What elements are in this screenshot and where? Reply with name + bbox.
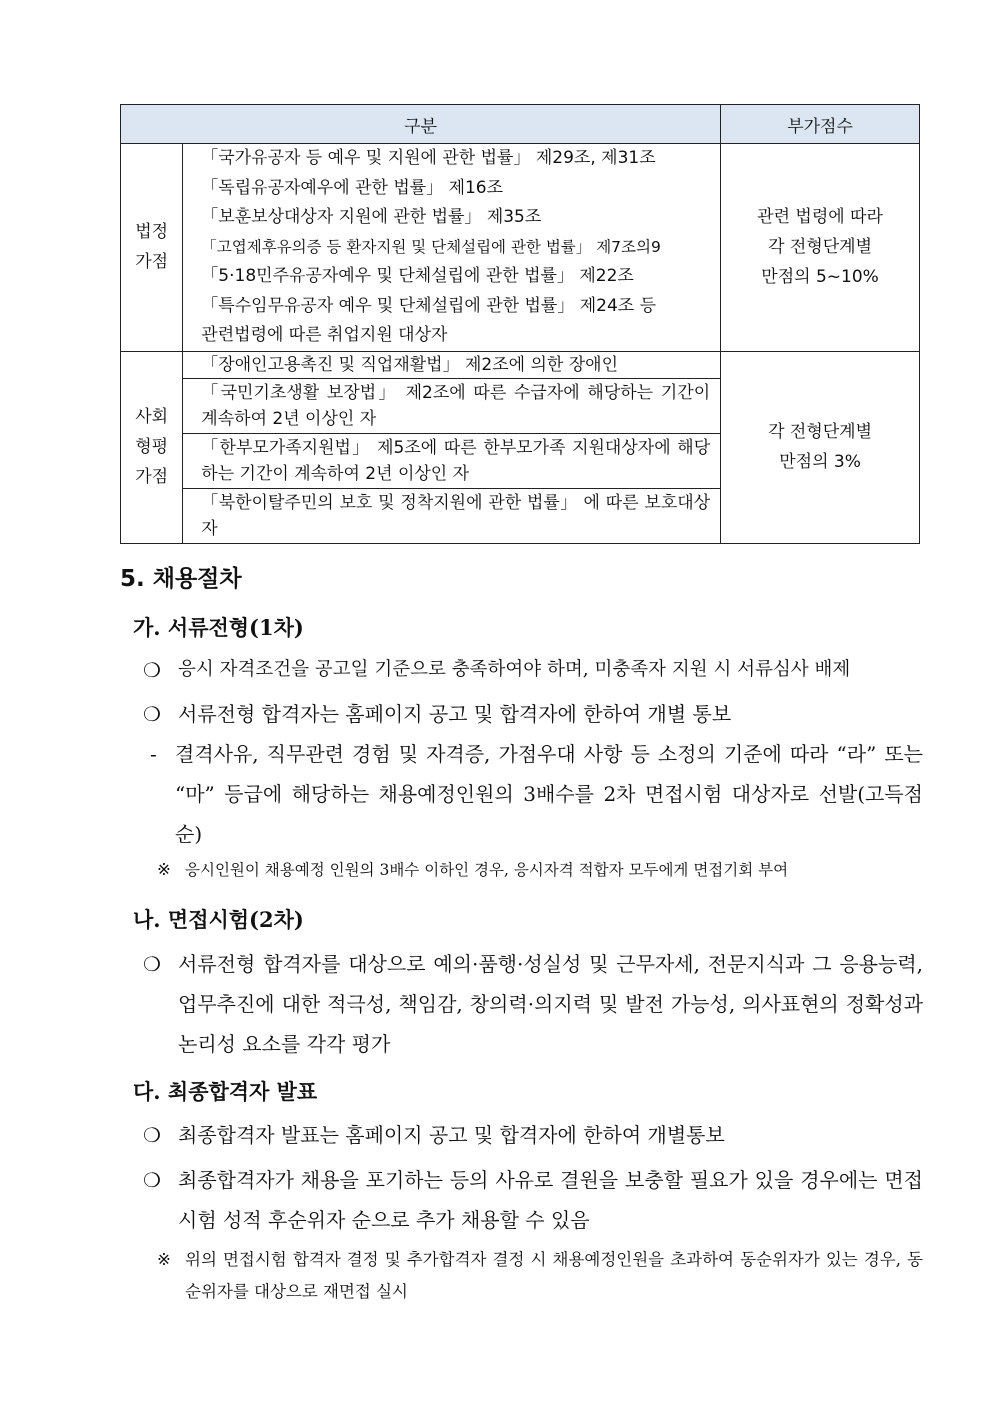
social-law-item <box>183 433 721 488</box>
social-law-item <box>183 378 721 433</box>
section-title: 5. 채용절차 <box>120 566 242 592</box>
header-points: 부가점수 <box>721 105 920 144</box>
dash-bullet-icon: - <box>150 742 157 766</box>
social-bonus-label-text: 사회 형평 가점 <box>135 407 169 487</box>
note-item <box>157 854 923 886</box>
bullet-text: 응시 자격조건을 공고일 기준으로 충족하여야 하며, 미충족자 지원 시 서류심사 배제 <box>178 659 851 680</box>
reference-mark-icon: ※ <box>157 860 171 879</box>
social-law-text: 「한부모가족지원법」 제5조에 따른 한부모가족 지원대상자에 해당하는 기간이 계속하여 2년 이상인 자 <box>201 437 711 484</box>
subsection-title-da: 다. 최종합격자 발표 <box>133 1079 318 1104</box>
social-bonus-label <box>121 351 183 543</box>
social-law-text: 「장애인고용촉진 및 직업재활법」 제2조에 의한 장애인 <box>201 354 618 375</box>
legal-bonus-row <box>121 144 920 352</box>
table-header-row <box>121 105 920 144</box>
bullet-item <box>143 1115 923 1155</box>
law-item: 「국가유공자 등 예우 및 지원에 관한 법률」 제29조, 제31조 <box>201 148 656 168</box>
dash-item <box>150 734 923 854</box>
circle-bullet-icon: ❍ <box>143 1168 161 1192</box>
reference-mark-icon: ※ <box>157 1250 171 1269</box>
dash-text: 결격사유, 직무관련 경험 및 자격증, 가점우대 사항 등 소정의 기준에 따라 “라” 또는 “마” 등급에 해당하는 채용예정인원의 3배수를 2차 면접시험 대상자로 선발(고득점 순) <box>175 742 923 846</box>
subsection-title-na: 나. 면접시험(2차) <box>133 907 304 932</box>
circle-bullet-icon: ❍ <box>143 658 161 682</box>
bullet-text: 서류전형 합격자는 홈페이지 공고 및 합격자에 한하여 개별 통보 <box>178 702 732 726</box>
bullet-item <box>143 694 923 734</box>
law-item: 「특수임무유공자 예우 및 단체설립에 관한 법률」 제24조 등 <box>201 295 657 316</box>
law-item: 「독립유공자예우에 관한 법률」 제16조 <box>201 177 504 198</box>
law-item: 관련법령에 따른 취업지원 대상자 <box>201 325 448 345</box>
legal-bonus-label <box>121 144 183 352</box>
circle-bullet-icon: ❍ <box>143 702 161 726</box>
law-item: 「5·18민주유공자예우 및 단체설립에 관한 법률」 제22조 <box>201 266 634 286</box>
legal-bonus-points <box>721 144 920 352</box>
bullet-text: 서류전형 합격자를 대상으로 예의·품행·성실성 및 근무자세, 전문지식과 그 응용능력, 업무추진에 대한 적극성, 책임감, 창의력·의지력 및 발전 가능성, 의사표현의 정확성과 논리성 요소를 각각 평가 <box>178 952 923 1056</box>
social-law-item <box>183 351 721 378</box>
social-bonus-row <box>121 351 920 378</box>
legal-bonus-laws <box>183 144 721 352</box>
social-law-text: 「북한이탈주민의 보호 및 정착지원에 관한 법률」 에 따른 보호대상자 <box>201 492 711 539</box>
social-bonus-points-text: 각 전형단계별 만점의 3% <box>768 422 873 472</box>
bullet-text: 최종합격자가 채용을 포기하는 등의 사유로 결원을 보충할 필요가 있을 경우에는 면접시험 성적 후순위자 순으로 추가 채용할 수 있음 <box>178 1168 923 1232</box>
social-law-text: 「국민기초생활 보장법」 제2조에 따른 수급자에 해당하는 기간이 계속하여 2년 이상인 자 <box>201 382 711 429</box>
note-text: 응시인원이 채용예정 인원의 3배수 이하인 경우, 응시자격 적합자 모두에게 면접기회 부여 <box>185 861 789 879</box>
bonus-points-table <box>120 104 920 544</box>
circle-bullet-icon: ❍ <box>143 952 161 976</box>
legal-bonus-points-text: 관련 법령에 따라 각 전형단계별 만점의 5~10% <box>757 207 883 288</box>
note-text: 위의 면접시험 합격자 결정 및 추가합격자 결정 시 채용예정인원을 초과하여 동순위자가 있는 경우, 동순위자를 대상으로 재면접 실시 <box>185 1250 923 1301</box>
bullet-item <box>143 650 923 690</box>
bullet-item <box>143 944 923 1064</box>
legal-bonus-label-text: 법정 가점 <box>135 222 169 273</box>
bullet-text: 최종합격자 발표는 홈페이지 공고 및 합격자에 한하여 개별통보 <box>178 1123 725 1147</box>
law-item: 「고엽제후유의증 등 환자지원 및 단체설립에 관한 법률」 제7조의9 <box>201 237 661 256</box>
subsection-title-ga: 가. 서류전형(1차) <box>133 615 304 640</box>
social-law-item <box>183 488 721 543</box>
note-item <box>157 1244 923 1308</box>
bullet-item <box>143 1160 923 1240</box>
social-bonus-points <box>721 351 920 543</box>
law-item: 「보훈보상대상자 지원에 관한 법률」 제35조 <box>201 207 542 227</box>
header-category: 구분 <box>121 105 721 144</box>
circle-bullet-icon: ❍ <box>143 1123 161 1147</box>
